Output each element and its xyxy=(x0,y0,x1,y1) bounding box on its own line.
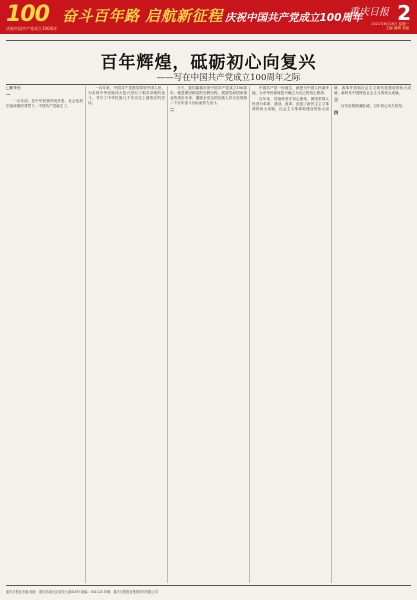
bottom-divider xyxy=(6,585,411,586)
article-paragraph: 百年征程波澜壮阔，百年初心历久弥坚。 xyxy=(341,104,406,109)
article-headline: 百年辉煌，砥砺初心向复兴 xyxy=(100,53,317,73)
page-footer: 重庆日报社出版 地址：重庆市渝北区同茂大道416号 邮编：401120 印刷：重庆日报报业集团印务有限公司 xyxy=(6,590,158,594)
banner-subslogan: 庆祝中国共产党成立100周年 xyxy=(225,12,363,24)
page-banner xyxy=(0,0,417,34)
anniversary-logo: 100 xyxy=(6,2,49,27)
article-body xyxy=(6,86,411,583)
issue-date: 2021年6月28日 星期一 xyxy=(371,22,409,26)
section-heading: 二 xyxy=(170,106,175,112)
masthead-logo: 重庆日报 xyxy=(349,7,389,18)
article-paragraph: 百年来，党始终坚守初心使命，团结带领人民进行革命、建设、改革，创造了新民主主义革命的伟大成就、社会主义革命和建设的伟大成就、改革开放和社会主义现代化建设的伟大成就、新时代中国特色社会主义的伟大成就。 xyxy=(252,86,411,111)
issue-info xyxy=(371,22,409,30)
banner-slogan: 奋斗百年路 启航新征程 xyxy=(62,7,223,25)
headline-divider xyxy=(6,84,411,85)
article-paragraph: 今天，我们隆重庆祝中国共产党成立100周年，就是要回顾党的光辉历程，展望党和国家事业的美好未来，激励全党全国各族人民为实现第二个百年奋斗目标而努力奋斗。 xyxy=(170,86,247,105)
article-paragraph: 一百年前，在中华民族内忧外患、社会危机空前深重的背景下，中国共产党诞生了。 xyxy=(6,99,83,109)
section-heading: 四 xyxy=(334,110,339,116)
editors-line: 主编 编辑 美编 xyxy=(385,26,409,30)
article-byline: □新华社 xyxy=(6,86,21,90)
article-paragraph: 一百年来，中国共产党团结带领中国人民，为实现中华民族伟大复兴进行了艰苦卓绝的奋斗，书写了中华民族几千年历史上最恢宏的史诗。 xyxy=(88,86,165,105)
section-heading: 三 xyxy=(334,96,339,102)
article-paragraph: 中国共产党一经诞生，就把为中国人民谋幸福、为中华民族谋复兴确立为自己的初心使命。 xyxy=(252,86,329,95)
top-divider xyxy=(6,40,411,41)
anniversary-logo-caption: 庆祝中国共产党成立100周年 xyxy=(6,26,58,31)
page-number: 2 xyxy=(397,1,411,25)
section-heading: 一 xyxy=(6,91,11,97)
article-subheadline: ——写在中国共产党成立100周年之际 xyxy=(156,73,301,83)
